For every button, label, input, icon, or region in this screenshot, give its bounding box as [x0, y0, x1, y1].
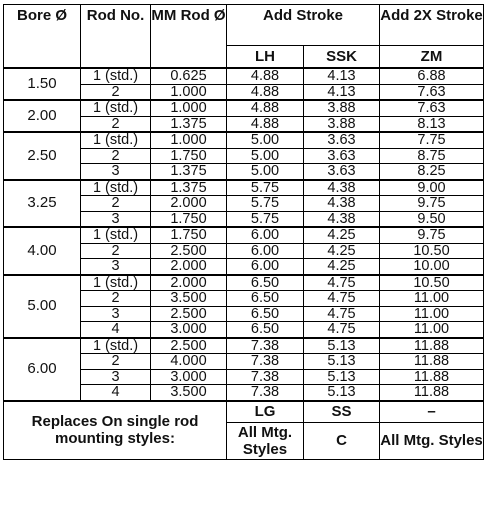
- rod-no-cell: 1 (std.): [81, 275, 151, 291]
- mm-rod-cell: 3.000: [151, 322, 227, 338]
- rod-no-cell: 3: [81, 306, 151, 322]
- rod-no-cell: 1 (std.): [81, 100, 151, 116]
- zm-cell: 11.88: [380, 385, 484, 401]
- zm-cell: 10.50: [380, 243, 484, 259]
- lh-cell: 6.50: [227, 275, 304, 291]
- bore-cell: 6.00: [4, 338, 81, 401]
- lh-cell: 6.00: [227, 243, 304, 259]
- lh-cell: 5.00: [227, 148, 304, 164]
- mm-rod-cell: 1.750: [151, 211, 227, 227]
- ssk-cell: 3.63: [304, 164, 380, 180]
- ssk-cell: 4.38: [304, 196, 380, 212]
- zm-cell: 8.25: [380, 164, 484, 180]
- header-lh: LH: [227, 46, 304, 69]
- ssk-cell: 4.38: [304, 211, 380, 227]
- header-add-2x-stroke: Add 2X Stroke: [380, 5, 484, 46]
- ssk-cell: 4.25: [304, 227, 380, 243]
- lh-cell: 6.00: [227, 227, 304, 243]
- mm-rod-cell: 1.750: [151, 148, 227, 164]
- mm-rod-cell: 0.625: [151, 68, 227, 84]
- zm-cell: 7.63: [380, 100, 484, 116]
- lh-cell: 4.88: [227, 100, 304, 116]
- rod-no-cell: 4: [81, 322, 151, 338]
- footer-replaces-text: Replaces On single rod mounting styles:: [31, 413, 199, 447]
- footer-ssk-replaces: SS: [304, 401, 380, 423]
- zm-cell: 9.75: [380, 227, 484, 243]
- rod-no-cell: 2: [81, 116, 151, 132]
- lh-cell: 6.50: [227, 306, 304, 322]
- rod-no-cell: 2: [81, 148, 151, 164]
- rod-no-cell: 3: [81, 369, 151, 385]
- mm-rod-cell: 4.000: [151, 354, 227, 370]
- rod-no-cell: 3: [81, 164, 151, 180]
- mm-rod-cell: 2.000: [151, 259, 227, 275]
- mm-rod-cell: 2.500: [151, 306, 227, 322]
- table-row: [4, 68, 484, 84]
- bore-cell: 2.00: [4, 100, 81, 132]
- zm-cell: 9.50: [380, 211, 484, 227]
- ssk-cell: 4.13: [304, 84, 380, 100]
- header-rod-no: Rod No.: [81, 5, 151, 69]
- zm-cell: 11.88: [380, 354, 484, 370]
- lh-cell: 6.50: [227, 322, 304, 338]
- mm-rod-cell: 1.000: [151, 100, 227, 116]
- header-add-stroke: Add Stroke: [227, 5, 380, 46]
- zm-cell: 7.75: [380, 132, 484, 148]
- rod-no-cell: 2: [81, 196, 151, 212]
- lh-cell: 5.00: [227, 164, 304, 180]
- zm-cell: 8.13: [380, 116, 484, 132]
- footer-zm-replaces: –: [380, 401, 484, 423]
- mm-rod-cell: 3.500: [151, 385, 227, 401]
- stroke-adder-table: [3, 4, 484, 460]
- ssk-cell: 4.75: [304, 275, 380, 291]
- mm-rod-cell: 1.750: [151, 227, 227, 243]
- header-ssk: SSK: [304, 46, 380, 69]
- ssk-cell: 4.25: [304, 243, 380, 259]
- lh-cell: 5.75: [227, 180, 304, 196]
- lh-cell: 4.88: [227, 84, 304, 100]
- ssk-cell: 5.13: [304, 385, 380, 401]
- zm-cell: 11.88: [380, 369, 484, 385]
- header-mm-rod: MM Rod Ø: [151, 5, 227, 69]
- lh-cell: 7.38: [227, 385, 304, 401]
- lh-cell: 7.38: [227, 338, 304, 354]
- zm-cell: 9.00: [380, 180, 484, 196]
- ssk-cell: 5.13: [304, 354, 380, 370]
- zm-cell: 11.88: [380, 338, 484, 354]
- lh-cell: 7.38: [227, 369, 304, 385]
- rod-no-cell: 1 (std.): [81, 180, 151, 196]
- table-row: [4, 180, 484, 196]
- lh-cell: 4.88: [227, 116, 304, 132]
- rod-no-cell: 2: [81, 354, 151, 370]
- bore-cell: 5.00: [4, 275, 81, 338]
- ssk-cell: 3.63: [304, 132, 380, 148]
- ssk-cell: 4.13: [304, 68, 380, 84]
- ssk-cell: 5.13: [304, 369, 380, 385]
- table-row: [4, 338, 484, 354]
- lh-cell: 5.00: [227, 132, 304, 148]
- lh-cell: 6.00: [227, 259, 304, 275]
- bore-cell: 2.50: [4, 132, 81, 180]
- zm-cell: 11.00: [380, 291, 484, 307]
- ssk-cell: 4.75: [304, 306, 380, 322]
- ssk-cell: 4.25: [304, 259, 380, 275]
- footer-ssk-styles: C: [304, 422, 380, 459]
- rod-no-cell: 1 (std.): [81, 132, 151, 148]
- rod-no-cell: 4: [81, 385, 151, 401]
- mm-rod-cell: 1.000: [151, 132, 227, 148]
- mm-rod-cell: 3.500: [151, 291, 227, 307]
- rod-no-cell: 2: [81, 291, 151, 307]
- table-row: [4, 227, 484, 243]
- footer-lh-replaces: LG: [227, 401, 304, 423]
- mm-rod-cell: 2.000: [151, 196, 227, 212]
- rod-no-cell: 1 (std.): [81, 338, 151, 354]
- footer-replaces-label: [4, 401, 227, 460]
- ssk-cell: 4.38: [304, 180, 380, 196]
- mm-rod-cell: 3.000: [151, 369, 227, 385]
- zm-cell: 9.75: [380, 196, 484, 212]
- footer-lh-styles: All Mtg. Styles: [227, 422, 304, 459]
- lh-cell: 5.75: [227, 211, 304, 227]
- zm-cell: 7.63: [380, 84, 484, 100]
- rod-no-cell: 2: [81, 84, 151, 100]
- mm-rod-cell: 1.375: [151, 164, 227, 180]
- lh-cell: 4.88: [227, 68, 304, 84]
- mm-rod-cell: 1.375: [151, 116, 227, 132]
- table-body: [4, 68, 484, 401]
- mm-rod-cell: 1.375: [151, 180, 227, 196]
- header-zm: ZM: [380, 46, 484, 69]
- rod-no-cell: 3: [81, 259, 151, 275]
- mm-rod-cell: 2.500: [151, 338, 227, 354]
- zm-cell: 6.88: [380, 68, 484, 84]
- zm-cell: 8.75: [380, 148, 484, 164]
- zm-cell: 11.00: [380, 306, 484, 322]
- ssk-cell: 3.63: [304, 148, 380, 164]
- rod-no-cell: 1 (std.): [81, 68, 151, 84]
- rod-no-cell: 3: [81, 211, 151, 227]
- ssk-cell: 3.88: [304, 100, 380, 116]
- bore-cell: 1.50: [4, 68, 81, 100]
- bore-cell: 3.25: [4, 180, 81, 228]
- rod-no-cell: 2: [81, 243, 151, 259]
- lh-cell: 5.75: [227, 196, 304, 212]
- bore-cell: 4.00: [4, 227, 81, 275]
- mm-rod-cell: 1.000: [151, 84, 227, 100]
- table-row: [4, 100, 484, 116]
- lh-cell: 7.38: [227, 354, 304, 370]
- mm-rod-cell: 2.500: [151, 243, 227, 259]
- table-row: [4, 132, 484, 148]
- mm-rod-cell: 2.000: [151, 275, 227, 291]
- zm-cell: 10.00: [380, 259, 484, 275]
- zm-cell: 11.00: [380, 322, 484, 338]
- zm-cell: 10.50: [380, 275, 484, 291]
- ssk-cell: 3.88: [304, 116, 380, 132]
- ssk-cell: 5.13: [304, 338, 380, 354]
- lh-cell: 6.50: [227, 291, 304, 307]
- ssk-cell: 4.75: [304, 291, 380, 307]
- table-row: [4, 275, 484, 291]
- rod-no-cell: 1 (std.): [81, 227, 151, 243]
- footer-zm-styles: All Mtg. Styles: [380, 422, 484, 459]
- header-bore: Bore Ø: [4, 5, 81, 69]
- ssk-cell: 4.75: [304, 322, 380, 338]
